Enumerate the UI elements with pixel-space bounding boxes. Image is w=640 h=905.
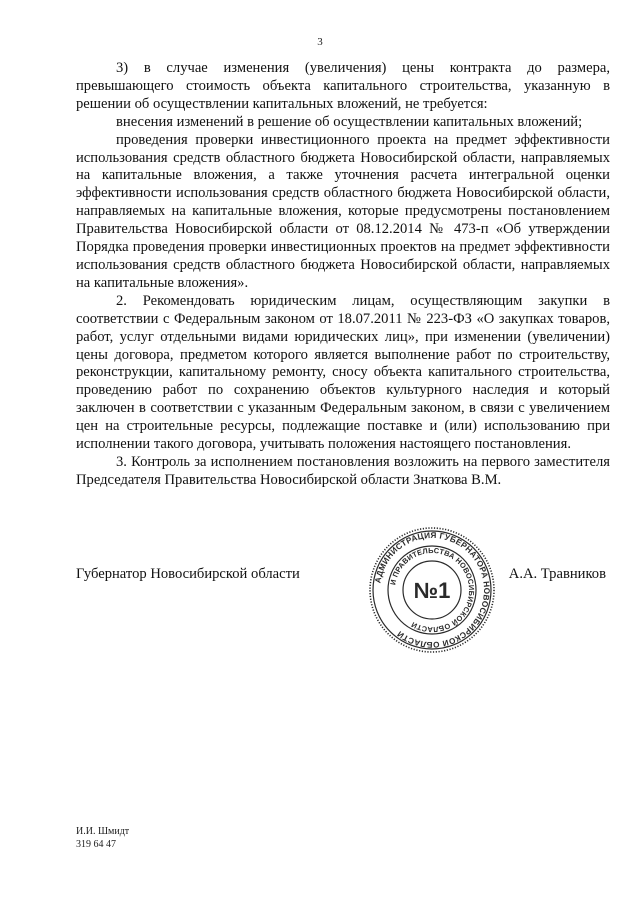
paragraph: 3. Контроль за исполнением постановления возложить на первого заместителя Председателя Правительства Новосибирской области Знаткова В.М. (76, 453, 610, 488)
executor-phone: 319 64 47 (76, 839, 116, 850)
seal-outer-text: АДМИНИСТРАЦИЯ ГУБЕРНАТОРА НОВОСИБИРСКОЙ ОБЛАСТИ (373, 530, 492, 650)
paragraph: проведения проверки инвестиционного проекта на предмет эффективности использования средств областного бюджета Новосибирской области, направляемых на капитальные вложения, а также уточнения расчета интегральной оценки эффективности использования средств областного бюджета Новосибирской области, направляемых на капитальные вложения, которые предусмотрены постановлением Правительства Новосибирской области от 08.12.2014 № 473-п «Об утверждении Порядка проведения проверки инвестиционных проектов на предмет эффективности использования средств областного бюджета Новосибирской области, направляемых на капитальные вложения». (76, 131, 610, 291)
signatory-name: А.А. Травников (508, 566, 606, 582)
executor-info (76, 825, 129, 851)
seal-center-number: №1 (413, 578, 451, 603)
page-number: 3 (317, 36, 323, 48)
signature-block (76, 566, 610, 586)
paragraph: внесения изменений в решение об осуществлении капитальных вложений; (116, 113, 583, 130)
paragraph: 3) в случае изменения (увеличения) цены контракта до размера, превышающего стоимость объекта капитального строительства, указанную в решении об осуществлении капитальных вложений, не требуется: (76, 60, 610, 112)
seal-inner-text: И ПРАВИТЕЛЬСТВА НОВОСИБИРСКОЙ ОБЛАСТИ (388, 545, 477, 635)
executor-name: И.И. Шмидт (76, 826, 130, 837)
paragraph: 2. Рекомендовать юридическим лицам, осуществляющим закупки в соответствии с Федеральным законом от 18.07.2011 № 223-ФЗ «О закупках товаров, работ, услуг отдельными видами юридических лиц», при изменении (увеличении) цены договора, предметом которого является выполнение работ по строительству, реконструкции, капитальному ремонту, сносу объекта капитального строительства, проведению работ по сохранению объектов культурного наследия и который заключен в соответствии с указанным Федеральным законом, в связи с увеличением цен на строительные ресурсы, подлежащие поставке и (или) использованию при исполнении такого договора, учитывать положения настоящего постановления. (76, 292, 610, 453)
official-seal-icon (368, 526, 496, 654)
document-body (76, 60, 610, 490)
signatory-position: Губернатор Новосибирской области (76, 566, 300, 582)
